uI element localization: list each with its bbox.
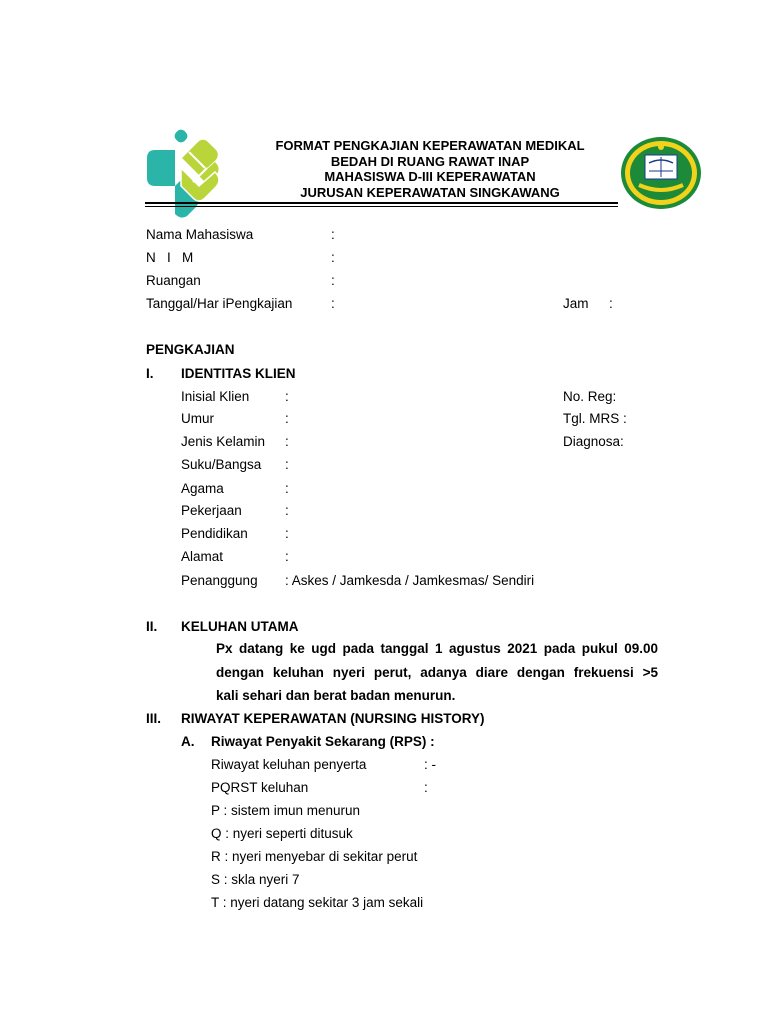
field-label-ruangan: Ruangan [146,273,201,288]
header-line-3: MAHASISWA D-III KEPERAWATAN [324,169,536,184]
pqrst-item: Q : nyeri seperti ditusuk [211,826,353,841]
header-divider-thin [145,206,618,207]
pqrst-item: S : skla nyeri 7 [211,872,300,887]
field-label-jenis-kelamin: Jenis Kelamin [181,434,266,449]
keluhan-text-line: kali sehari dan berat badan menurun. [216,688,456,703]
field-label-jam: Jam [563,296,589,311]
field-sep: : [331,296,335,311]
field-label-inisial-klien: Inisial Klien [181,389,250,404]
field-sep: : [331,227,335,242]
section-title-pengkajian: PENGKAJIAN [146,342,235,357]
field-label-pekerjaan: Pekerjaan [181,503,242,518]
subsection-number: A. [181,734,195,749]
header-line-1: FORMAT PENGKAJIAN KEPERAWATAN MEDIKAL [275,138,585,153]
field-value: : [285,549,289,564]
section-number: II. [146,619,158,634]
school-emblem-icon [619,135,703,211]
pqrst-item: R : nyeri menyebar di sekitar perut [211,849,418,864]
field-label-tanggal: Tanggal/Har iPengkajian [146,296,293,311]
field-value: : [424,780,428,795]
section-number: III. [146,711,162,726]
field-label-suku-bangsa: Suku/Bangsa [181,457,262,472]
field-value: : [285,503,289,518]
field-sep: : [331,273,335,288]
field-value: : [285,434,289,449]
field-label-agama: Agama [181,481,224,496]
field-value: : [285,481,289,496]
header-line-2: BEDAH DI RUANG RAWAT INAP [330,153,530,169]
section-title-identitas-klien: IDENTITAS KLIEN [181,366,296,381]
field-value: : [285,411,289,426]
field-label-umur: Umur [181,411,214,426]
field-sep: : [609,296,613,311]
field-value: : - [424,757,436,772]
field-label-pendidikan: Pendidikan [181,526,248,541]
field-label-alamat: Alamat [181,549,224,564]
field-label-diagnosa: Diagnosa: [563,434,624,449]
section-title-riwayat-keperawatan: RIWAYAT KEPERAWATAN (NURSING HISTORY) [181,711,485,726]
pqrst-item: T : nyeri datang sekitar 3 jam sekali [211,895,424,910]
field-value: : [285,389,289,404]
keluhan-text-line: dengan keluhan nyeri perut, adanya diare dengan frekuensi >5 [216,665,658,680]
kemenkes-logo-icon [145,128,225,218]
field-label-tgl-mrs: Tgl. MRS : [563,411,627,426]
field-value: : [285,526,289,541]
section-number: I. [146,366,154,381]
header-divider-thick [145,202,618,204]
field-sep: : [331,250,335,265]
field-label-nim: N I M [146,250,194,265]
field-label-no-reg: No. Reg: [563,389,617,404]
subsection-title-rps: Riwayat Penyakit Sekarang (RPS) : [211,734,435,749]
field-value: : [285,457,289,472]
field-label-riwayat-keluhan-penyerta: Riwayat keluhan penyerta [211,757,367,772]
field-label-nama-mahasiswa: Nama Mahasiswa [146,227,254,242]
pqrst-item: P : sistem imun menurun [211,803,361,818]
field-value-penanggung: : Askes / Jamkesda / Jamkesmas/ Sendiri [285,573,535,588]
header-line-4: JURUSAN KEPERAWATAN SINGKAWANG [300,184,560,200]
keluhan-text-line: Px datang ke ugd pada tanggal 1 agustus 2021 pada pukul 09.00 [216,641,658,656]
field-label-penanggung: Penanggung [181,573,258,588]
document-header [230,138,630,200]
field-label-pqrst: PQRST keluhan [211,780,309,795]
section-title-keluhan-utama: KELUHAN UTAMA [181,619,299,634]
